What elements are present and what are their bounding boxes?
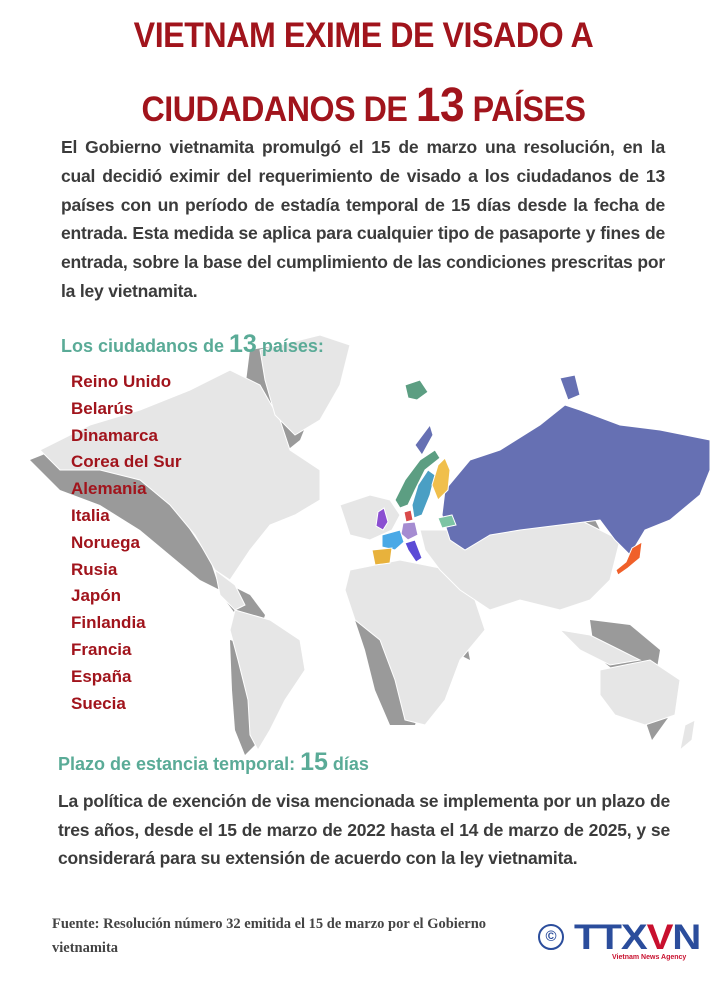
countries-heading-suffix: países: <box>256 336 324 356</box>
title-line-1: VIETNAM EXIME DE VISADO A <box>133 16 594 55</box>
ttxvn-logo <box>538 918 708 968</box>
stay-heading-suffix: días <box>327 754 369 774</box>
country-item: Francia <box>71 639 132 659</box>
stay-duration-heading <box>58 748 369 777</box>
stay-days-number: 15 <box>300 748 328 776</box>
countries-heading <box>61 330 324 359</box>
source-note: Fuente: Resolución número 32 emitida el 15 de marzo por el Gobierno vietnamita <box>52 916 487 956</box>
country-item: Suecia <box>71 693 126 713</box>
country-item: Rusia <box>71 559 118 579</box>
title-number: 13 <box>415 79 465 132</box>
copyright-icon: © <box>538 924 564 950</box>
stay-heading-prefix: Plazo de estancia temporal: <box>58 754 301 774</box>
country-item: Finlandia <box>71 613 146 633</box>
country-item: Corea del Sur <box>71 452 182 472</box>
logo-brand-v: V <box>646 918 673 957</box>
countries-heading-prefix: Los ciudadanos de <box>61 336 230 356</box>
country-item: España <box>71 666 132 686</box>
policy-paragraph: La política de exención de visa mencionada se implementa por un plazo de tres años, desde el 15 de marzo de 2022 hasta el 14 de marzo de 2025, y se considerará para su extensión de acuerdo con la ley vietnamita. <box>58 791 670 868</box>
country-item: Italia <box>71 505 110 525</box>
logo-tagline: Vietnam News Agency <box>612 954 687 961</box>
italy-shape <box>405 540 422 562</box>
title-suffix: PAÍSES <box>464 90 586 129</box>
title-prefix: CIUDADANOS DE <box>141 90 416 129</box>
country-item: Japón <box>71 586 122 606</box>
country-item: Noruega <box>71 532 140 552</box>
logo-brand-a: TTX <box>574 918 647 957</box>
country-list <box>71 369 182 717</box>
country-item: Reino Unido <box>71 372 172 391</box>
belarus-shape <box>438 515 456 528</box>
country-item: Belarús <box>71 398 134 418</box>
logo-brand <box>574 918 700 958</box>
spain-shape <box>372 548 392 565</box>
countries-count: 13 <box>229 330 257 358</box>
logo-brand-n: N <box>672 918 701 957</box>
title-line-2 <box>29 78 698 133</box>
country-item: Alemania <box>71 479 147 499</box>
country-item: Dinamarca <box>71 425 158 445</box>
denmark-shape <box>404 510 413 522</box>
intro-paragraph: El Gobierno vietnamita promulgó el 15 de marzo una resolución, en la cual decidió eximir del requerimiento de visado a los ciudadanos de 13 países con un período de estadía temporal de 15 días desde la fecha de entrada. Esta medida se aplica para cualquier tipo de pasaporte y fines de entrada, sobre la base del cumplimiento de las condiciones prescritas por la ley vietnamita. <box>61 137 665 301</box>
germany-shape <box>401 522 418 540</box>
